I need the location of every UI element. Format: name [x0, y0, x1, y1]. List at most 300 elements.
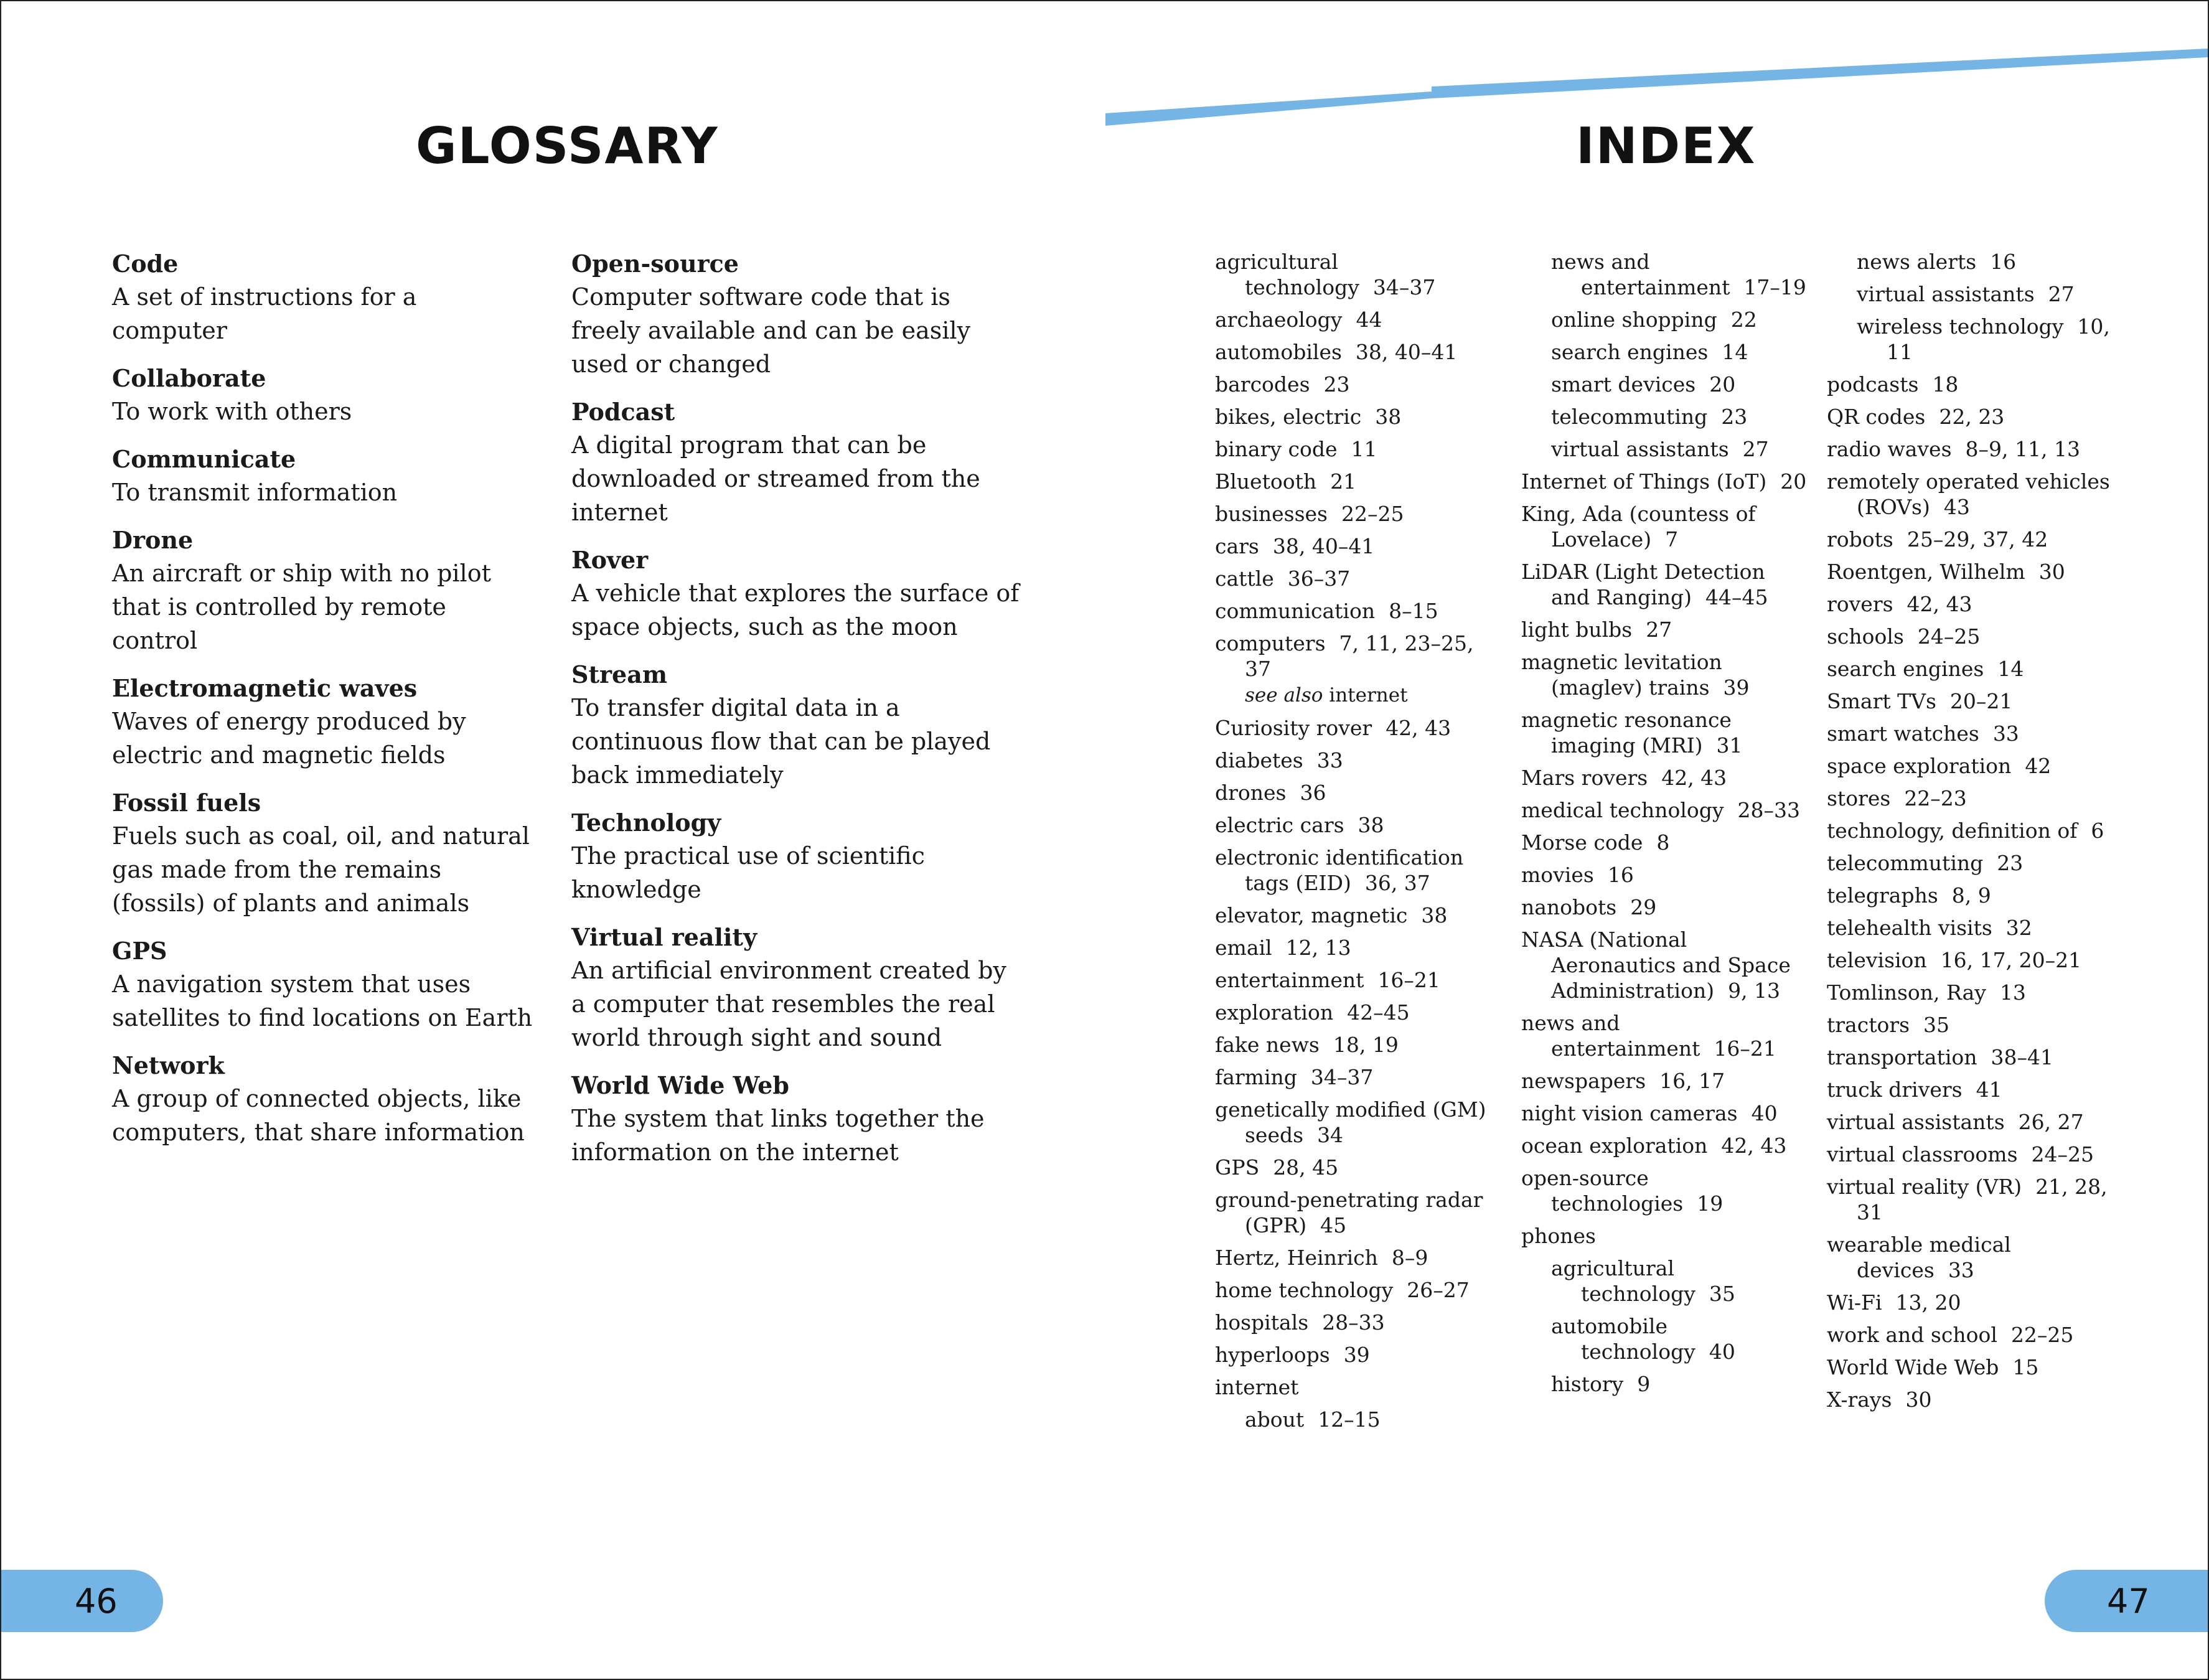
- index-pages: 42, 43: [1386, 716, 1452, 740]
- index-pages: 22, 23: [1939, 405, 2005, 429]
- index-pages: 16–21: [1714, 1036, 1776, 1061]
- index-pages: 33: [1948, 1258, 1974, 1282]
- index-term: QR codes: [1827, 405, 1926, 429]
- index-entry: [1215, 935, 1501, 960]
- index-entry: [1521, 649, 1808, 700]
- index-term: search engines: [1827, 657, 1984, 681]
- index-pages: 31: [1716, 733, 1743, 758]
- index-term: agricultural technology: [1215, 250, 1359, 299]
- index-term: truck drivers: [1827, 1077, 1963, 1102]
- index-term: binary code: [1215, 437, 1338, 461]
- index-term: night vision cameras: [1521, 1101, 1738, 1125]
- index-pages: 7, 11, 23–25, 37: [1245, 631, 1474, 681]
- index-pages: 19: [1697, 1191, 1724, 1216]
- index-pages: 42–45: [1347, 1000, 1410, 1025]
- index-pages: 38, 40–41: [1272, 534, 1375, 558]
- index-entry: [1521, 862, 1808, 888]
- index-pages: 14: [1722, 340, 1748, 364]
- index-pages: 22–25: [1341, 502, 1404, 526]
- index-pages: 45: [1320, 1213, 1347, 1237]
- glossary-definition: A digital program that can be downloaded or streamed from the internet: [571, 431, 980, 526]
- index-entry: [1827, 850, 2113, 876]
- index-term: Mars rovers: [1521, 766, 1648, 790]
- index-subentry: [1521, 1255, 1808, 1307]
- index-term: World Wide Web: [1827, 1355, 1999, 1379]
- index-term: communication: [1215, 599, 1376, 623]
- index-term: virtual assistants: [1551, 437, 1729, 461]
- index-pages: 44: [1356, 307, 1382, 332]
- index-pages: 36: [1300, 781, 1326, 805]
- index-entry: [1521, 830, 1808, 855]
- index-term: Morse code: [1521, 830, 1643, 855]
- index-entry: [1827, 1012, 2113, 1038]
- index-pages: 12–15: [1318, 1407, 1381, 1432]
- glossary-term: GPS: [112, 937, 167, 965]
- index-entry: [1215, 1097, 1501, 1148]
- glossary-term: Open-source: [571, 250, 739, 278]
- index-term: telecommuting: [1551, 405, 1708, 429]
- index-subentry: [1827, 249, 2113, 275]
- index-pages: 9: [1637, 1372, 1651, 1396]
- index-pages: 34: [1317, 1123, 1344, 1147]
- index-pages: 22: [1730, 307, 1757, 332]
- index-subentry: [1521, 404, 1808, 429]
- index-pages: 20: [1709, 372, 1736, 397]
- index-pages: 8–9: [1391, 1246, 1428, 1270]
- index-pages: 18, 19: [1333, 1033, 1399, 1057]
- index-term: open-source technologies: [1521, 1166, 1684, 1216]
- glossary-term: World Wide Web: [571, 1071, 789, 1099]
- index-entry: [1827, 591, 2113, 617]
- index-term: about: [1245, 1407, 1305, 1432]
- index-term: farming: [1215, 1065, 1297, 1089]
- index-entry: [1521, 894, 1808, 920]
- index-title: INDEX: [1576, 117, 1756, 175]
- index-term: businesses: [1215, 502, 1328, 526]
- index-pages: 38: [1375, 405, 1402, 429]
- index-pages: 42: [2025, 754, 2052, 778]
- index-entry: [1827, 469, 2113, 520]
- index-term: email: [1215, 936, 1272, 960]
- glossary-term: Fossil fuels: [112, 789, 261, 817]
- index-pages: 24–25: [2031, 1142, 2094, 1166]
- index-entry: [1827, 1290, 2113, 1315]
- index-pages: 11: [1351, 437, 1377, 461]
- index-term: transportation: [1827, 1045, 1977, 1069]
- index-entry: [1827, 404, 2113, 429]
- glossary-term: Podcast: [571, 398, 675, 426]
- index-pages: 36–37: [1287, 566, 1351, 591]
- index-entry: [1827, 1387, 2113, 1412]
- index-subentry: [1521, 1313, 1808, 1364]
- index-entry: [1215, 249, 1501, 300]
- index-subentry: [1521, 436, 1808, 462]
- index-entry: [1521, 617, 1808, 642]
- index-term: elevator, magnetic: [1215, 903, 1408, 927]
- index-term: schools: [1827, 624, 1904, 649]
- index-entry: [1827, 753, 2113, 779]
- index-pages: 39: [1343, 1343, 1370, 1367]
- index-entry: [1215, 533, 1501, 559]
- index-pages: 32: [2005, 916, 2032, 940]
- index-pages: 33: [1316, 748, 1343, 772]
- index-pages: 20: [1780, 469, 1807, 494]
- glossary-definition: To transmit information: [112, 479, 398, 506]
- index-term: news and entertainment: [1551, 250, 1730, 299]
- index-pages: 34–37: [1310, 1065, 1374, 1089]
- index-entry: [1827, 527, 2113, 552]
- index-pages: 40: [1709, 1340, 1735, 1364]
- index-entry: [1215, 903, 1501, 928]
- index-term: movies: [1521, 863, 1594, 887]
- index-entry: [1827, 818, 2113, 843]
- page-number-left: 46: [1, 1570, 163, 1632]
- page-number-right: 47: [2045, 1570, 2208, 1632]
- index-term: electronic identification tags (EID): [1215, 845, 1464, 895]
- index-term: Wi-Fi: [1827, 1290, 1882, 1315]
- index-pages: 18: [1932, 372, 1959, 397]
- index-term: radio waves: [1827, 437, 1952, 461]
- index-pages: 10, 11: [1887, 314, 2110, 364]
- index-term: diabetes: [1215, 748, 1303, 772]
- index-term: hospitals: [1215, 1310, 1309, 1335]
- index-pages: 28–33: [1322, 1310, 1385, 1335]
- index-term: news and entertainment: [1521, 1011, 1700, 1061]
- index-column-2: [1521, 249, 1808, 1404]
- index-term: wearable medical devices: [1827, 1232, 2011, 1282]
- index-pages: 13, 20: [1895, 1290, 1961, 1315]
- index-pages: 14: [1997, 657, 2024, 681]
- index-term: Smart TVs: [1827, 689, 1936, 713]
- index-term: newspapers: [1521, 1069, 1646, 1093]
- index-entry: [1215, 1245, 1501, 1270]
- index-entry: [1215, 845, 1501, 896]
- index-term: magnetic levitation (maglev) trains: [1521, 650, 1722, 700]
- index-entry: [1521, 1068, 1808, 1094]
- index-pages: 23: [1997, 851, 2024, 875]
- index-pages: 23: [1721, 405, 1748, 429]
- index-subentry: [1521, 307, 1808, 332]
- index-entry: [1521, 1100, 1808, 1126]
- index-entry: [1521, 559, 1808, 610]
- index-pages: 43: [1943, 495, 1970, 519]
- index-pages: 22–25: [2010, 1323, 2074, 1347]
- index-entry: [1521, 469, 1808, 494]
- index-pages: 26, 27: [2018, 1110, 2084, 1134]
- index-term: archaeology: [1215, 307, 1343, 332]
- index-term: magnetic resonance imaging (MRI): [1521, 708, 1732, 758]
- index-term: nanobots: [1521, 895, 1617, 919]
- glossary-definition: Waves of energy produced by electric and magnetic fields: [112, 708, 466, 769]
- index-subentry: [1827, 281, 2113, 307]
- index-entry: [1215, 1310, 1501, 1335]
- index-column-1: [1215, 249, 1501, 1439]
- index-term: technology, definition of: [1827, 819, 2078, 843]
- index-pages: 38–41: [1991, 1045, 2054, 1069]
- index-term: drones: [1215, 781, 1287, 805]
- glossary-definition: Fuels such as coal, oil, and natural gas made from the remains (fossils) of plants and animals: [112, 822, 530, 917]
- index-entry: [1215, 1064, 1501, 1090]
- index-term: genetically modified (GM) seeds: [1215, 1097, 1486, 1147]
- index-entry: [1215, 566, 1501, 591]
- index-entry: [1827, 1077, 2113, 1102]
- index-pages: 8–15: [1389, 599, 1438, 623]
- glossary-definition: Computer software code that is freely available and can be easily used or changed: [571, 283, 971, 378]
- glossary-definition: The system that links together the information on the internet: [571, 1105, 985, 1166]
- index-entry: [1215, 780, 1501, 805]
- index-entry: [1215, 715, 1501, 741]
- index-entry: [1827, 1109, 2113, 1135]
- index-pages: 36, 37: [1364, 871, 1430, 895]
- glossary-term: Rover: [571, 546, 649, 574]
- index-entry: [1215, 631, 1501, 708]
- index-pages: 30: [1905, 1387, 1932, 1412]
- index-pages: 16, 17, 20–21: [1940, 948, 2082, 972]
- index-pages: 20–21: [1949, 689, 2013, 713]
- index-term: smart devices: [1551, 372, 1696, 397]
- index-term: virtual assistants: [1857, 282, 2035, 306]
- glossary-definition: A group of connected objects, like computers, that share information: [112, 1085, 525, 1146]
- glossary-term: Electromagnetic waves: [112, 674, 418, 702]
- index-entry: [1215, 967, 1501, 993]
- index-term: rovers: [1827, 592, 1893, 616]
- index-term: NASA (National Aeronautics and Space Administration): [1521, 927, 1791, 1003]
- index-pages: 42, 43: [1721, 1133, 1787, 1158]
- index-entry: [1521, 927, 1808, 1003]
- index-pages: 24–25: [1917, 624, 1981, 649]
- see-also-label: see also: [1245, 684, 1323, 706]
- index-entry: [1521, 1165, 1808, 1216]
- glossary-definition: A navigation system that uses satellites to find locations on Earth: [112, 970, 533, 1031]
- index-entry: [1827, 1142, 2113, 1167]
- index-pages: 26–27: [1407, 1278, 1470, 1302]
- index-pages: 7: [1665, 527, 1679, 551]
- index-entry: [1521, 797, 1808, 823]
- decorative-stripe: [0, 0, 2209, 137]
- index-subentry: [1827, 314, 2113, 365]
- index-entry: [1827, 436, 2113, 462]
- index-term: GPS: [1215, 1155, 1260, 1180]
- glossary-column-1: [112, 248, 535, 1164]
- index-entry: [1215, 501, 1501, 527]
- index-entry: [1215, 1277, 1501, 1303]
- index-entry: [1215, 436, 1501, 462]
- index-term: smart watches: [1827, 721, 1979, 746]
- index-term: Hertz, Heinrich: [1215, 1246, 1378, 1270]
- index-term: Roentgen, Wilhelm: [1827, 560, 2025, 584]
- index-entry: [1827, 980, 2113, 1005]
- index-subentry: [1521, 339, 1808, 365]
- index-term: LiDAR (Light Detection and Ranging): [1521, 560, 1765, 609]
- index-entry: [1827, 883, 2113, 908]
- index-term: ocean exploration: [1521, 1133, 1708, 1158]
- index-entry: [1521, 1133, 1808, 1158]
- index-subentry: [1215, 1407, 1501, 1432]
- index-entry: [1827, 656, 2113, 682]
- index-term: Curiosity rover: [1215, 716, 1372, 740]
- index-pages: 38: [1358, 813, 1384, 837]
- index-column-3: [1827, 249, 2113, 1419]
- index-entry: [1827, 1354, 2113, 1380]
- index-term: internet: [1215, 1375, 1299, 1399]
- index-pages: 25–29, 37, 42: [1906, 527, 2048, 551]
- index-entry: [1215, 1374, 1501, 1400]
- glossary-term: Drone: [112, 526, 194, 554]
- index-entry: [1827, 947, 2113, 973]
- index-pages: 28–33: [1737, 798, 1801, 822]
- index-term: ground-penetrating radar (GPR): [1215, 1188, 1483, 1237]
- index-term: King, Ada (countess of Lovelace): [1521, 502, 1756, 551]
- index-entry: [1215, 1155, 1501, 1180]
- index-entry: [1215, 748, 1501, 773]
- index-entry: [1215, 1187, 1501, 1238]
- index-pages: 27: [1646, 617, 1672, 642]
- index-pages: 41: [1976, 1077, 2002, 1102]
- index-term: electric cars: [1215, 813, 1344, 837]
- index-pages: 38: [1421, 903, 1448, 927]
- index-entry: [1827, 1232, 2113, 1283]
- index-term: fake news: [1215, 1033, 1320, 1057]
- index-term: virtual assistants: [1827, 1110, 2005, 1134]
- index-pages: 6: [2091, 819, 2104, 843]
- index-term: bikes, electric: [1215, 405, 1362, 429]
- index-subentry: [1521, 372, 1808, 397]
- index-pages: 13: [1999, 980, 2026, 1005]
- index-entry: [1215, 1342, 1501, 1368]
- index-pages: 27: [1742, 437, 1769, 461]
- index-pages: 28, 45: [1273, 1155, 1339, 1180]
- index-pages: 33: [1992, 721, 2019, 746]
- index-entry: [1827, 688, 2113, 714]
- index-term: medical technology: [1521, 798, 1724, 822]
- index-term: cars: [1215, 534, 1259, 558]
- index-entry: [1215, 1032, 1501, 1058]
- index-pages: 29: [1630, 895, 1657, 919]
- index-pages: 8, 9: [1951, 883, 1991, 908]
- index-entry: [1215, 812, 1501, 838]
- index-pages: 42, 43: [1661, 766, 1727, 790]
- index-entry: [1827, 1044, 2113, 1070]
- index-pages: 16–21: [1377, 968, 1440, 992]
- index-entry: [1215, 372, 1501, 397]
- index-term: robots: [1827, 527, 1893, 551]
- index-term: computers: [1215, 631, 1326, 655]
- index-term: agricultural technology: [1551, 1256, 1695, 1306]
- index-pages: 16: [1607, 863, 1634, 887]
- index-term: entertainment: [1215, 968, 1364, 992]
- index-pages: 9, 13: [1728, 978, 1781, 1003]
- index-pages: 35: [1923, 1013, 1950, 1037]
- index-entry: [1215, 339, 1501, 365]
- index-pages: 21, 28, 31: [1857, 1175, 2108, 1224]
- index-term: barcodes: [1215, 372, 1310, 397]
- glossary-term: Stream: [571, 660, 668, 688]
- index-term: X-rays: [1827, 1387, 1892, 1412]
- index-term: space exploration: [1827, 754, 2012, 778]
- index-term: telegraphs: [1827, 883, 1938, 908]
- index-pages: 16: [1990, 250, 2017, 274]
- index-term: hyperloops: [1215, 1343, 1330, 1367]
- index-entry: [1215, 307, 1501, 332]
- index-term: home technology: [1215, 1278, 1394, 1302]
- index-cross-reference: [1245, 684, 1408, 706]
- glossary-column-2: [571, 248, 1020, 1184]
- index-entry: [1215, 1000, 1501, 1025]
- index-term: work and school: [1827, 1323, 1997, 1347]
- index-term: Tomlinson, Ray: [1827, 980, 1986, 1005]
- glossary-definition: To transfer digital data in a continuous flow that can be played back immediately: [571, 694, 991, 789]
- index-term: exploration: [1215, 1000, 1334, 1025]
- index-pages: 27: [2048, 282, 2075, 306]
- index-term: television: [1827, 948, 1927, 972]
- index-term: tractors: [1827, 1013, 1910, 1037]
- index-entry: [1521, 1010, 1808, 1061]
- index-term: wireless technology: [1857, 314, 2064, 339]
- index-entry: [1827, 786, 2113, 811]
- index-term: telehealth visits: [1827, 916, 1992, 940]
- index-term: virtual classrooms: [1827, 1142, 2018, 1166]
- index-term: podcasts: [1827, 372, 1919, 397]
- index-term: Bluetooth: [1215, 469, 1317, 494]
- index-pages: 15: [2012, 1355, 2039, 1379]
- index-pages: 22–23: [1904, 786, 1967, 810]
- glossary-definition: A vehicle that explores the surface of space objects, such as the moon: [571, 580, 1020, 641]
- index-pages: 42, 43: [1906, 592, 1972, 616]
- index-pages: 39: [1723, 675, 1750, 700]
- index-term: history: [1551, 1372, 1624, 1396]
- index-entry: [1215, 598, 1501, 624]
- index-term: phones: [1521, 1224, 1596, 1248]
- index-pages: 8: [1656, 830, 1670, 855]
- index-term: remotely operated vehicles (ROVs): [1827, 469, 2110, 519]
- index-term: news alerts: [1857, 250, 1977, 274]
- glossary-term: Technology: [571, 809, 721, 837]
- index-term: cattle: [1215, 566, 1274, 591]
- index-pages: 38, 40–41: [1355, 340, 1458, 364]
- glossary-definition: An artificial environment created by a computer that resembles the real world through sight and sound: [571, 957, 1006, 1051]
- index-term: automobiles: [1215, 340, 1342, 364]
- index-pages: 40: [1751, 1101, 1778, 1125]
- glossary-title: GLOSSARY: [416, 117, 719, 175]
- glossary-definition: The practical use of scientific knowledge: [571, 842, 925, 903]
- glossary-term: Collaborate: [112, 364, 266, 392]
- index-pages: 21: [1330, 469, 1357, 494]
- glossary-term: Network: [112, 1051, 225, 1079]
- index-pages: 44–45: [1705, 585, 1768, 609]
- glossary-definition: An aircraft or ship with no pilot that is controlled by remote control: [112, 560, 491, 654]
- glossary-term: Code: [112, 250, 179, 278]
- index-term: light bulbs: [1521, 617, 1633, 642]
- index-entry: [1521, 501, 1808, 552]
- index-entry: [1521, 765, 1808, 791]
- index-entry: [1827, 915, 2113, 941]
- glossary-term: Communicate: [112, 445, 296, 473]
- index-term: automobile technology: [1551, 1314, 1695, 1364]
- index-term: telecommuting: [1827, 851, 1984, 875]
- index-pages: 34–37: [1372, 275, 1436, 299]
- index-entry: [1827, 1174, 2113, 1225]
- glossary-term: Virtual reality: [571, 923, 757, 951]
- index-pages: 17–19: [1743, 275, 1806, 299]
- index-pages: 35: [1709, 1282, 1735, 1306]
- index-entry: [1827, 721, 2113, 746]
- index-term: online shopping: [1551, 307, 1717, 332]
- index-term: virtual reality (VR): [1827, 1175, 2022, 1199]
- index-entry: [1827, 372, 2113, 397]
- index-term: search engines: [1551, 340, 1709, 364]
- index-pages: 30: [2038, 560, 2065, 584]
- index-entry: [1827, 559, 2113, 584]
